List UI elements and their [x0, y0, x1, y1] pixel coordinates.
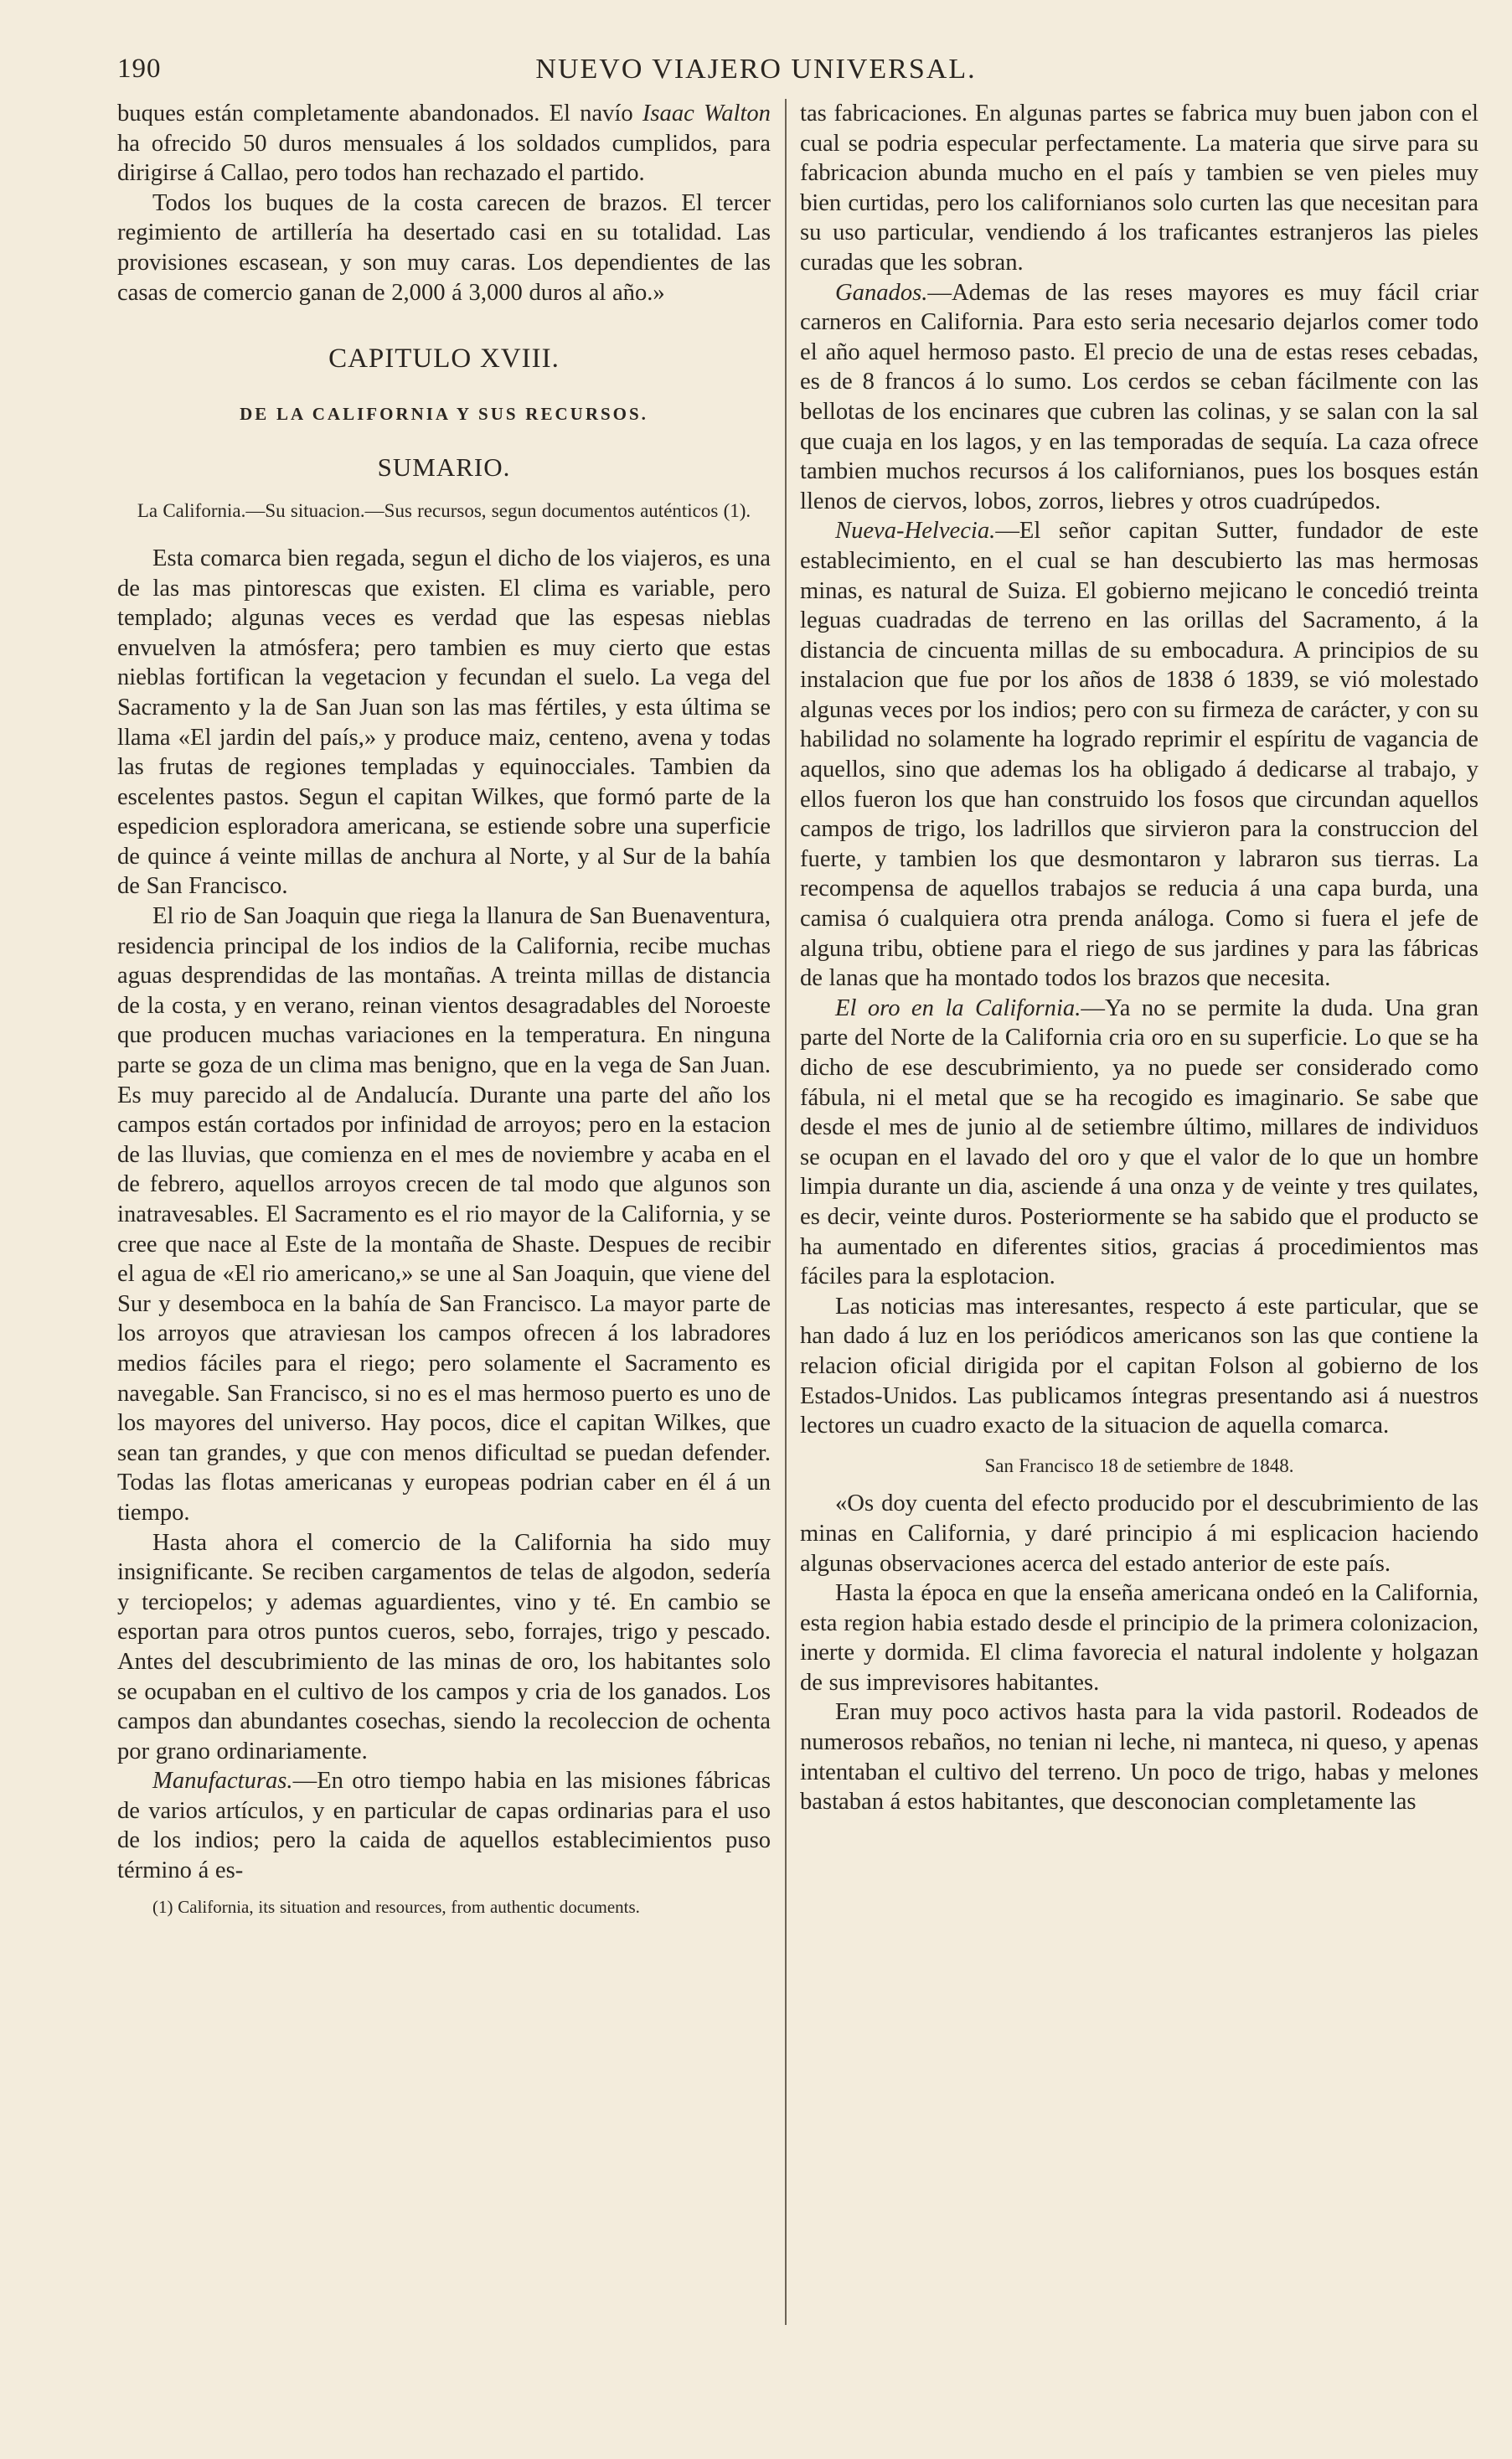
- nueva-helvecia-text: —El señor capitan Sutter, fundador de este establecimiento, en el cual se han descubierto las mas hermosas minas, es natural de Suiza. El gobierno mejicano le concedió treinta leguas cuadradas de terreno en las orillas del Sacramento, á la distancia de cincuenta millas de su embocadura. A principios de su instalacion que fue por los años de 1838 ó 1839, se vió molestado algunas veces por los indios; pero con su firmeza de carácter, y con su habilidad no solamente ha logrado reprimir el espíritu de vagancia de aquellos, sino que ademas los ha obligado á dedicarse al trabajo, y ellos fueron los que han construido los fosos que circundan aquellos campos de trigo, los ladrillos que sirvieron para la construccion del fuerte, y tambien los que desmontaron y labraron sus tierras. La recompensa de aquellos trabajos se reducia á una capa burda, una camisa ó cualquiera otra prenda análoga. Como si fuera el jefe de alguna tribu, obtiene para el riego de sus jardines y para las fábricas de lanas que ha montado todos los brazos que necesita.: [800, 518, 1478, 992]
- summary-heading: SUMARIO.: [377, 452, 511, 483]
- paragraph-brazos: Todos los buques de la costa carecen de brazos. El tercer regimiento de artillería ha desertado casi en su totalidad. Las provisiones escasean, y son muy caras. Los dependientes de las casas de comercio ganan de 2,000 á 3,000 duros al año.»: [117, 189, 771, 306]
- letter-dateline: San Francisco 18 de setiembre de 1848.: [984, 1454, 1294, 1476]
- section-label-manufacturas: Manufacturas.: [152, 1768, 293, 1795]
- right-column: [800, 99, 1478, 2342]
- oro-text: —Ya no se permite la duda. Una gran parte del Norte de la California cria oro en su superficie. Lo que se ha dicho de ese descubrimiento, ya no puede ser considerado como fábula, ni el metal que se ha recogido es imaginario. Se sabe que desde el mes de junio al de setiembre último, millares de individuos se ocupan en el lavado del oro y que el valor de lo que un hombre limpia durante un dia, asciende á una onza y de veinte y tres quilates, es decir, veinte duros. Posteriormente se ha sabido que el producto se ha aumentado en diferentes sitios, gracias á procedimientos mas fáciles para la esplotacion.: [800, 994, 1478, 1290]
- manufacturas-text: —En otro tiempo habia en las misiones fábricas de varios artículos, y en particular de capas ordinarias para el uso de los indios; pero la caida de aquellos establecimientos puso término á es-: [117, 1768, 771, 1884]
- continuation-text-a: buques están completamente abandonados. El navío: [117, 101, 642, 127]
- section-label-ganados: Ganados.: [835, 279, 928, 306]
- paragraph-fabricaciones: tas fabricaciones. En algunas partes se fabrica muy buen jabon con el cual se podria especular perfectamente. La materia que sirve para su fabricacion abunda mucho en el país y tambien se ven pieles muy bien curtidas, pero los californianos solo curten las que necesitan para su uso particular, vendiendo á los traficantes estranjeros las pieles curadas que les sobran.: [800, 101, 1478, 276]
- paragraph-manufacturas: [117, 1766, 771, 1885]
- paragraph-pastoril: Eran muy poco activos hasta para la vida pastoril. Rodeados de numerosos rebaños, no tenian ni leche, ni manteca, ni queso, y apenas intentaban el cultivo del terreno. Un poco de trigo, habas y melones bastaban á estos habitantes, que desconocian completamente las: [800, 1699, 1478, 1816]
- column-divider: [785, 99, 787, 2325]
- ship-name: Isaac Walton: [642, 101, 771, 127]
- paragraph-comarca: Esta comarca bien regada, segun el dicho de los viajeros, es una de las mas pintorescas que existen. El clima es variable, pero templado; algunas veces es verdad que las espesas nieblas envuelven la atmósfera; pero tambien es muy cierto que estas nieblas fortifican la vegetacion y fecundan el suelo. La vega del Sacramento y la de San Juan son las mas fértiles, y esta última se llama «El jardin del país,» y produce maiz, centeno, avena y todas las frutas de regiones templadas y equinocciales. Tambien da escelentes pastos. Segun el capitan Wilkes, que formó parte de la espedicion esploradora americana, se estiende sobre una superficie de quince á veinte millas de anchura al Norte, y al Sur de la bahía de San Francisco.: [117, 545, 771, 900]
- paragraph-nueva-helvecia: [800, 516, 1478, 994]
- section-label-oro: El oro en la California.: [835, 994, 1081, 1021]
- page-number: 190: [117, 54, 162, 84]
- section-label-nueva-helvecia: Nueva-Helvecia.: [835, 518, 996, 545]
- paragraph-san-joaquin: El rio de San Joaquin que riega la llanura de San Buenaventura, residencia principal de los indios de la California, recibe muchas aguas desprendidas de las montañas. A treinta millas de distancia de la costa, y en verano, reinan vientos desagradables del Noroeste que producen muchas variaciones en la temperatura. En ninguna parte se goza de un clima mas benigno, que en la vega de San Juan. Es muy parecido al de Andalucía. Durante una parte del año los campos están cortados por infinidad de arroyos; pero en la estacion de las lluvias, que comienza en el mes de noviembre y acaba en el de febrero, aquellos arroyos crecen de tal modo que algunos son inatravesables. El Sacramento es el rio mayor de la California, y se cree que nace al Este de la montaña de Shaste. Despues de recibir el agua de «El rio americano,» se une al San Joaquin, que viene del Sur y desemboca en la bahía de San Francisco. La mayor parte de los arroyos que atraviesan los campos ofrecen á los labradores medios fáciles para el riego; pero solamente el Sacramento es navegable. San Francisco, si no es el mas hermoso puerto es uno de los mayores del universo. Hay pocos, dice el capitan Wilkes, que sean tan grandes, y que con menos dificultad se puedan defender. Todas las flotas americanas y europeas podrian caber en él á un tiempo.: [117, 903, 771, 1526]
- chapter-summary: La California.—Su situacion.—Sus recursos, segun documentos auténticos (1).: [137, 499, 751, 521]
- paragraph-epoca: Hasta la época en que la enseña americana ondeó en la California, esta region habia estado desde el principio de la primera colonizacion, inerte y dormida. El clima favorecia el natural indolente y holgazan de sus imprevisores habitantes.: [800, 1580, 1478, 1696]
- paragraph-continuation: [117, 99, 771, 189]
- paragraph-carta: «Os doy cuenta del efecto producido por el descubrimiento de las minas en California, y daré principio á mi esplicacion haciendo algunas observaciones acerca del estado anterior de este país.: [800, 1490, 1478, 1577]
- chapter-title: CAPITULO XVIII.: [328, 344, 560, 375]
- left-column: [117, 99, 771, 2342]
- continuation-text-b: ha ofrecido 50 duros mensuales á los soldados cumplidos, para dirigirse á Callao, pero todos han rechazado el partido.: [117, 130, 771, 187]
- ganados-text: —Ademas de las reses mayores es muy fácil criar carneros en California. Para esto seria necesario dejarlos comer todo el año aquel hermoso pasto. El precio de una de estas reses cebadas, es de 8 francos á lo sumo. Los cerdos se ceban fácilmente con las bellotas de los encinares que cubren las colinas, y se salan con la sal que cuaja en los lagos, y en las temporadas de sequía. La caza ofrece tambien muchos recursos á los californianos, pues los bosques están llenos de ciervos, lobos, zorros, liebres y otros cuadrúpedos.: [800, 279, 1478, 514]
- paragraph-noticias: Las noticias mas interesantes, respecto á este particular, que se han dado á luz en los periódicos americanos son las que contiene la relacion oficial dirigida por el capitan Folson al gobierno de los Estados-Unidos. Las publicamos íntegras presentando asi á nuestros lectores un cuadro exacto de la situacion de aquella comarca.: [800, 1293, 1478, 1439]
- chapter-subtitle: DE LA CALIFORNIA Y SUS RECURSOS.: [240, 403, 648, 424]
- running-title: NUEVO VIAJERO UNIVERSAL.: [535, 54, 977, 85]
- paragraph-oro: [800, 994, 1478, 1292]
- paragraph-comercio: Hasta ahora el comercio de la California ha sido muy insignificante. Se reciben cargamentos de telas de algodon, sedería y terciopelos; y ademas aguardientes, vino y té. En cambio se esportan para otros puntos cueros, sebo, forrajes, trigo y pescado. Antes del descubrimiento de las minas de oro, los habitantes solo se ocupaban en el cultivo de los campos y cria de los ganados. Los campos dan abundantes cosechas, siendo la recoleccion de ochenta por grano ordinariamente.: [117, 1529, 771, 1764]
- footnote: (1) California, its situation and resources, from authentic documents.: [152, 1896, 640, 1917]
- paragraph-ganados: [800, 278, 1478, 517]
